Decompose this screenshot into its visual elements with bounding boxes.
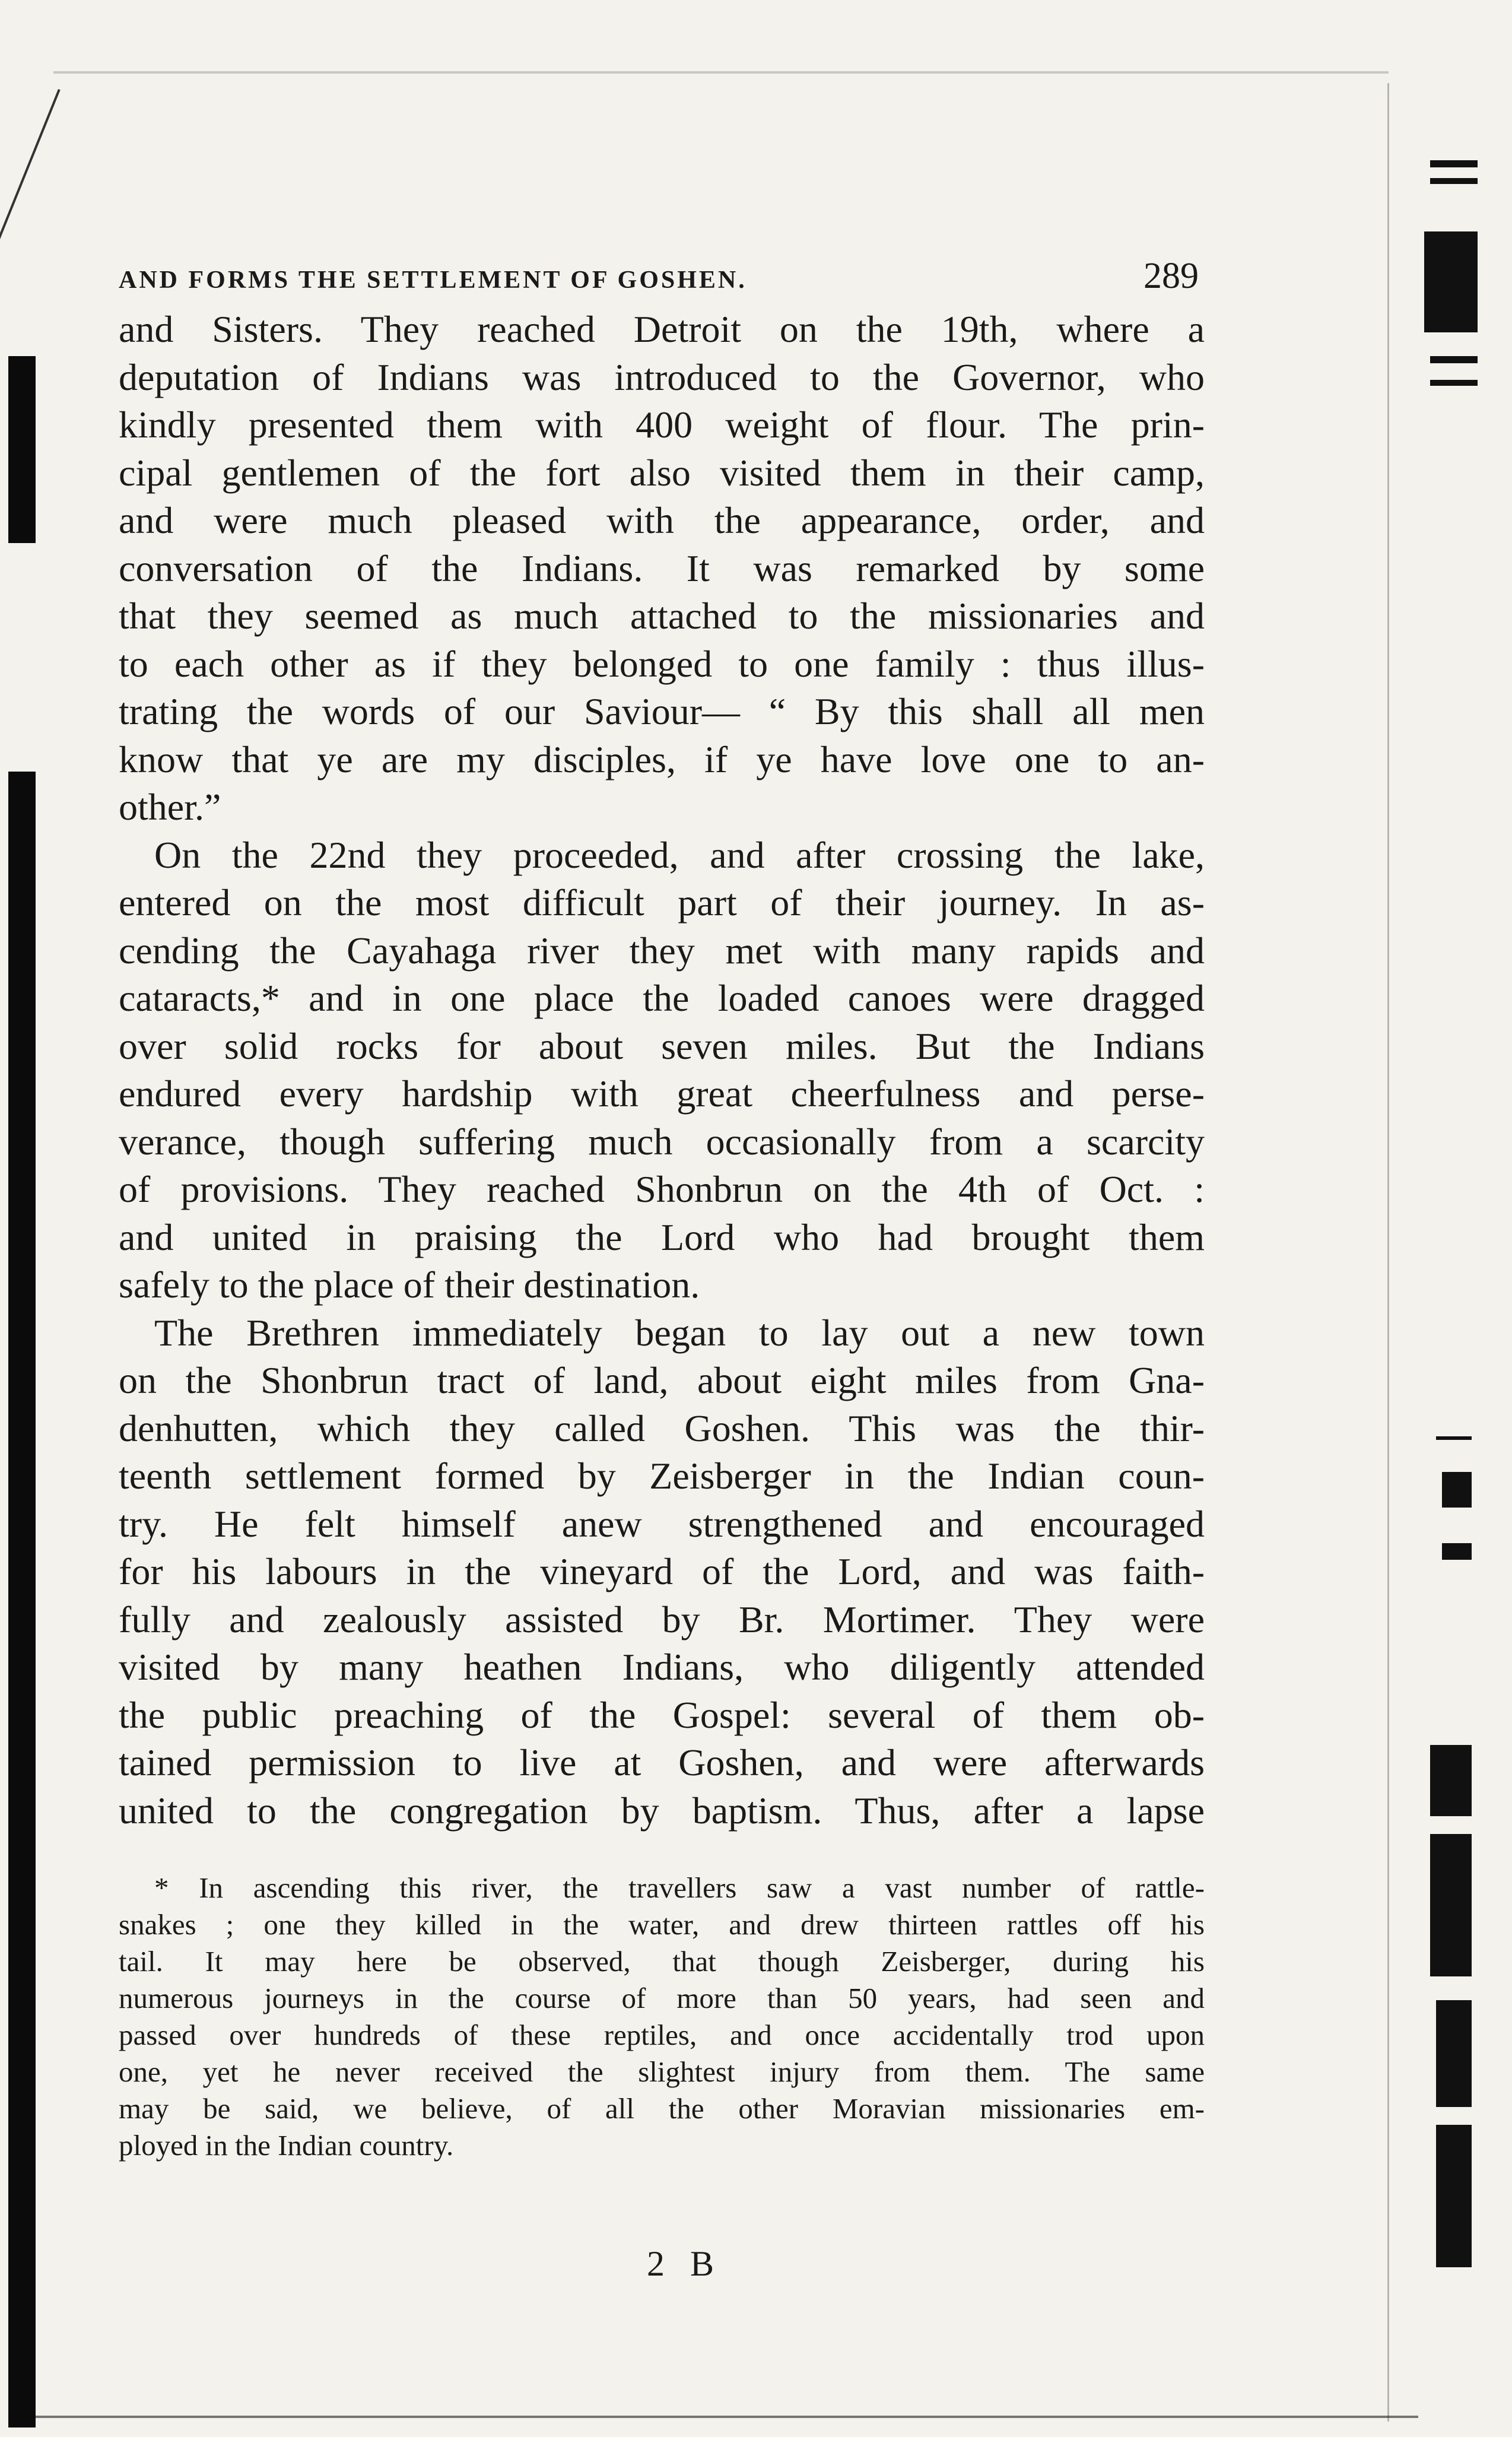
footnote-line: snakes ; one they killed in the water, and drew thirteen rattles off his [119, 1908, 1205, 1941]
footnote-line: numerous journeys in the course of more than 50 years, had seen and [119, 1982, 1205, 2014]
text-line: fully and zealously assisted by Br. Mortimer. They were [119, 1598, 1205, 1640]
margin-mark [1430, 160, 1478, 167]
margin-mark [1442, 1472, 1472, 1508]
text-line: and united in praising the Lord who had brought them [119, 1216, 1205, 1258]
text-line: cending the Cayahaga river they met with many rapids and [119, 929, 1205, 972]
text-line: and Sisters. They reached Detroit on the 19th, where a [119, 308, 1205, 350]
margin-mark [1436, 2125, 1472, 2267]
scan-diagonal-mark [0, 89, 61, 249]
text-line: entered on the most difficult part of their journey. In as- [119, 881, 1205, 924]
footnote-line: tail. It may here be observed, that though Zeisberger, during his [119, 1945, 1205, 1978]
margin-mark [1424, 231, 1478, 332]
text-line: visited by many heathen Indians, who diligently attended [119, 1646, 1205, 1688]
scan-top-edge [53, 71, 1389, 74]
margin-mark [1430, 1834, 1472, 1976]
text-line: cataracts,* and in one place the loaded canoes were dragged [119, 977, 1205, 1019]
text-line: On the 22nd they proceeded, and after crossing the lake, [154, 833, 1205, 876]
footnote-line: may be said, we believe, of all the other Moravian missionaries em- [119, 2092, 1205, 2125]
footnote-line: passed over hundreds of these reptiles, and once accidentally trod upon [119, 2019, 1205, 2051]
margin-mark [1430, 178, 1478, 184]
text-line: endured every hardship with great cheerfulness and perse- [119, 1072, 1205, 1115]
text-line: over solid rocks for about seven miles. But the Indians [119, 1024, 1205, 1067]
text-line: verance, though suffering much occasionally from a scarcity [119, 1120, 1205, 1163]
scan-left-bar-upper [8, 356, 36, 543]
margin-mark [1430, 356, 1478, 363]
text-line: try. He felt himself anew strengthened and encouraged [119, 1502, 1205, 1545]
text-line: deputation of Indians was introduced to the Governor, who [119, 356, 1205, 398]
text-line: kindly presented them with 400 weight of flour. The prin- [119, 404, 1205, 446]
text-line: the public preaching of the Gospel: several of them ob- [119, 1693, 1205, 1736]
text-line: and were much pleased with the appearance, order, and [119, 499, 1205, 541]
footnote-line: * In ascending this river, the travellers saw a vast number of rattle- [154, 1871, 1205, 1904]
text-line: trating the words of our Saviour— “ By this shall all men [119, 690, 1205, 732]
margin-mark [1430, 1745, 1472, 1816]
footnote-line: ployed in the Indian country. [119, 2129, 454, 2162]
scan-left-bar-lower [8, 772, 36, 2428]
text-line: on the Shonbrun tract of land, about eight miles from Gna- [119, 1359, 1205, 1401]
margin-mark [1430, 380, 1478, 386]
margin-mark [1436, 1436, 1472, 1440]
page-number: 289 [1143, 256, 1199, 296]
text-line: The Brethren immediately began to lay out a new town [154, 1311, 1205, 1354]
text-line: tained permission to live at Goshen, and were afterwards [119, 1741, 1205, 1784]
text-line: denhutten, which they called Goshen. This was the thir- [119, 1407, 1205, 1449]
signature-mark: 2 B [647, 2244, 723, 2283]
text-line: conversation of the Indians. It was remarked by some [119, 547, 1205, 589]
text-line: for his labours in the vineyard of the Lord, and was faith- [119, 1550, 1205, 1592]
text-line: of provisions. They reached Shonbrun on the 4th of Oct. : [119, 1168, 1205, 1210]
running-head: AND FORMS THE SETTLEMENT OF GOSHEN. [119, 266, 747, 294]
text-line: united to the congregation by baptism. Thus, after a lapse [119, 1789, 1205, 1832]
body-text [119, 306, 1205, 1835]
margin-mark [1436, 2000, 1472, 2107]
text-line: other.” [119, 786, 221, 828]
scan-right-edge [1387, 83, 1389, 2422]
footnote-line: one, yet he never received the slightest injury from them. The same [119, 2055, 1205, 2088]
text-line: cipal gentlemen of the fort also visited them in their camp, [119, 451, 1205, 494]
text-line: to each other as if they belonged to one family : thus illus- [119, 642, 1205, 685]
scan-bottom-edge [36, 2416, 1418, 2418]
margin-mark [1442, 1543, 1472, 1560]
text-line: teenth settlement formed by Zeisberger in the Indian coun- [119, 1455, 1205, 1497]
text-line: that they seemed as much attached to the missionaries and [119, 595, 1205, 637]
footnote [119, 1870, 1205, 2164]
text-line: safely to the place of their destination. [119, 1264, 700, 1306]
text-line: know that ye are my disciples, if ye have love one to an- [119, 738, 1205, 780]
page-header [119, 255, 1199, 303]
